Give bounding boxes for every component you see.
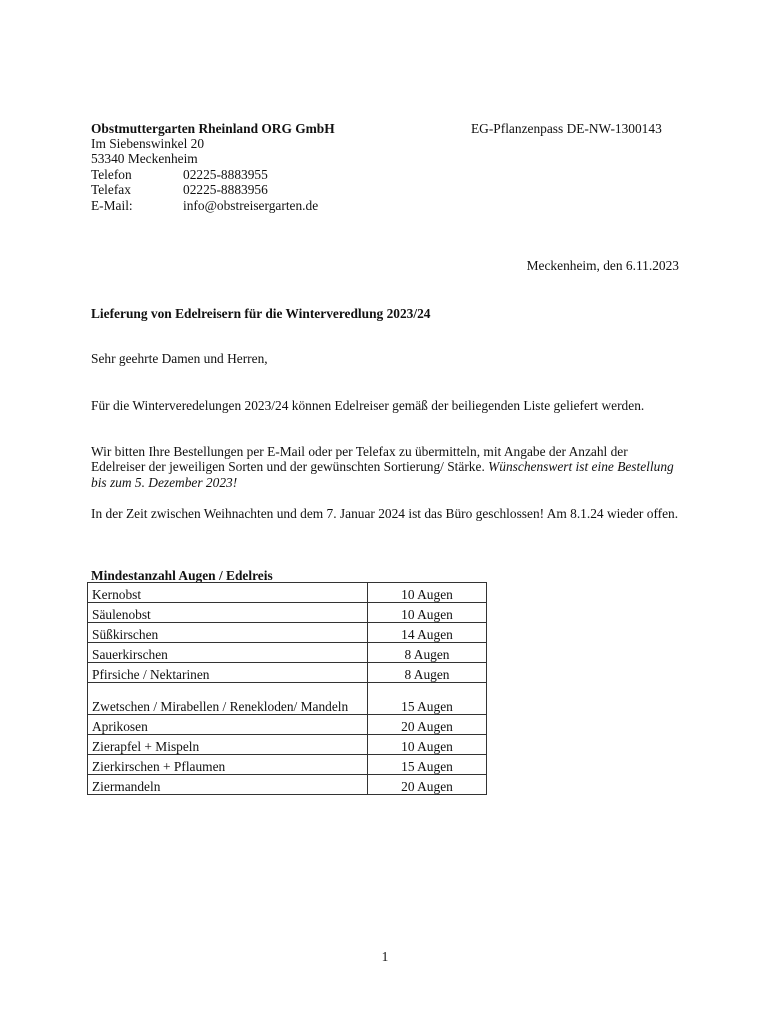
table-cell-name: Zwetschen / Mirabellen / Renekloden/ Mandeln (88, 683, 368, 715)
table-cell-value: 10 Augen (368, 603, 487, 623)
paragraph-delivery: Für die Winterveredelungen 2023/24 können Edelreiser gemäß der beiliegenden Liste geliefert werden. (91, 398, 645, 413)
minimum-buds-table (87, 582, 487, 795)
table-row (88, 683, 487, 715)
contact-value: 02225-8883955 (183, 167, 268, 182)
table-cell-value: 15 Augen (368, 755, 487, 775)
table-cell-name: Ziermandeln (88, 775, 368, 795)
paragraph-orders-text: Wir bitten Ihre Bestellungen per E-Mail oder per Telefax zu übermitteln, mit Angabe der Anzahl der Edelreiser der jeweiligen Sorten und der gewünschten Sortierung/ Stärke. (91, 444, 628, 475)
table-cell-value: 20 Augen (368, 715, 487, 735)
paragraph-office-closed: In der Zeit zwischen Weihnachten und dem 7. Januar 2024 ist das Büro geschlossen! Am 8.1.24 wieder offen. (91, 506, 679, 521)
table-row (88, 643, 487, 663)
table-row (88, 715, 487, 735)
table-cell-name: Süßkirschen (88, 623, 368, 643)
table-cell-value: 8 Augen (368, 643, 487, 663)
paragraph-orders (91, 444, 681, 490)
plant-passport: EG-Pflanzenpass DE-NW-1300143 (471, 121, 662, 136)
contact-label: Telefax (91, 182, 131, 197)
greeting: Sehr geehrte Damen und Herren, (91, 351, 268, 366)
street-address: Im Siebenswinkel 20 (91, 136, 205, 151)
table-row (88, 623, 487, 643)
table-row (88, 663, 487, 683)
table-cell-value: 8 Augen (368, 663, 487, 683)
company-name: Obstmuttergarten Rheinland ORG GmbH (91, 121, 335, 136)
contact-value: 02225-8883956 (183, 182, 268, 197)
table-cell-value: 10 Augen (368, 583, 487, 603)
subject-line: Lieferung von Edelreisern für die Winterveredlung 2023/24 (91, 306, 431, 321)
table-cell-name: Zierkirschen + Pflaumen (88, 755, 368, 775)
table-title: Mindestanzahl Augen / Edelreis (91, 568, 273, 583)
table-cell-value: 20 Augen (368, 775, 487, 795)
table-row (88, 775, 487, 795)
table-cell-value: 15 Augen (368, 683, 487, 715)
table-cell-value: 14 Augen (368, 623, 487, 643)
date-line: Meckenheim, den 6.11.2023 (526, 258, 679, 273)
table-cell-name: Säulenobst (88, 603, 368, 623)
table-cell-value: 10 Augen (368, 735, 487, 755)
email-link[interactable]: info@obstreisergarten.de (183, 198, 319, 213)
paragraph-orders-deadline: Wünschenswert ist eine Bestellung bis zum 5. Dezember 2023! (91, 459, 674, 490)
table-cell-name: Aprikosen (88, 715, 368, 735)
contact-phone (91, 167, 268, 182)
table-row (88, 583, 487, 603)
city-address: 53340 Meckenheim (91, 151, 198, 166)
contact-fax (91, 182, 268, 197)
contact-email (91, 198, 318, 213)
table-row (88, 735, 487, 755)
contact-label: E-Mail: (91, 198, 133, 213)
page-number: 1 (381, 949, 389, 964)
table-cell-name: Pfirsiche / Nektarinen (88, 663, 368, 683)
contact-label: Telefon (91, 167, 132, 182)
table-row (88, 603, 487, 623)
table-cell-name: Kernobst (88, 583, 368, 603)
table-row (88, 755, 487, 775)
table-cell-name: Zierapfel + Mispeln (88, 735, 368, 755)
table-cell-name: Sauerkirschen (88, 643, 368, 663)
